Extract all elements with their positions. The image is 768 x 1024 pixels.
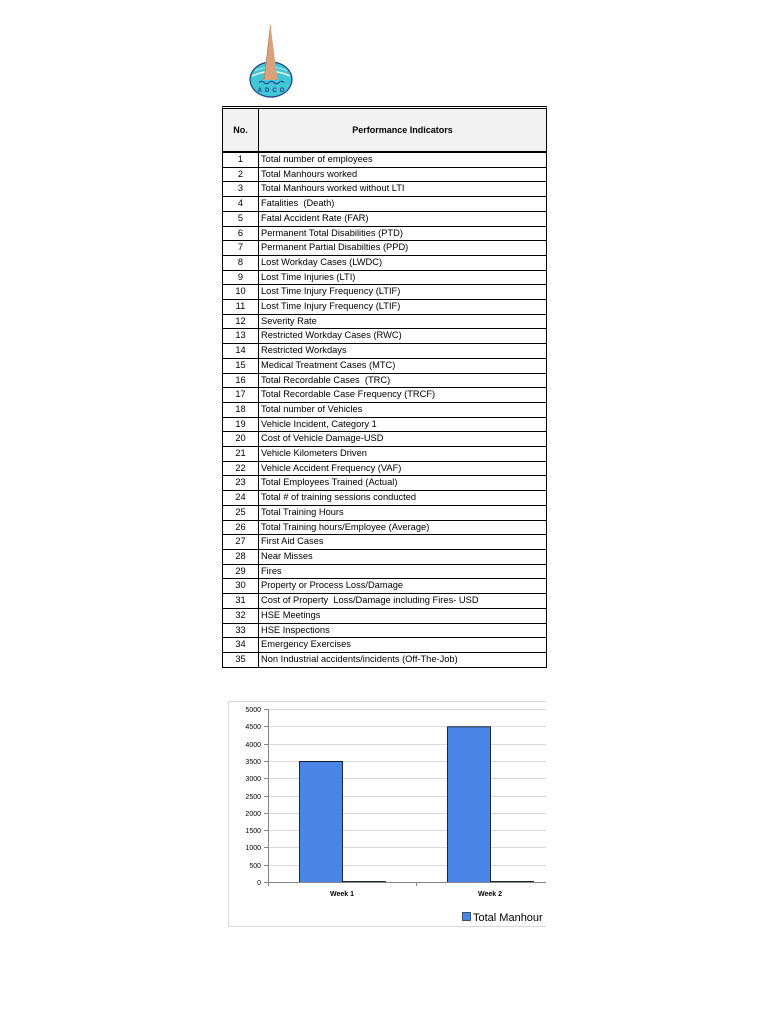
y-tick-label: 4000 [245,742,261,749]
bar-week-1-series-1 [300,761,343,882]
y-tick-label: 3000 [245,776,261,783]
y-tick-label: 500 [249,863,261,870]
row-number: 18 [223,403,259,417]
indicator-name: Restricted Workdays [261,345,347,356]
table-body [223,153,546,668]
column-header-indicator: Performance Indicators [352,125,453,135]
table-row [223,609,546,624]
table-row [223,271,546,286]
indicator-name: Cost of Vehicle Damage-USD [261,433,384,444]
indicator-name: Total Manhours worked [261,168,358,179]
row-number: 3 [223,182,259,196]
indicator-name: Vehicle Incident, Category 1 [261,418,377,429]
indicator-name: Restricted Workday Cases (RWC) [261,330,402,341]
column-header-no: No. [223,109,259,151]
indicator-name: Non Industrial accidents/incidents (Off-The-Job) [261,653,458,664]
row-number: 1 [223,153,259,167]
row-number: 31 [223,594,259,608]
row-number: 2 [223,168,259,182]
row-number: 19 [223,418,259,432]
row-number: 10 [223,285,259,299]
row-number: 29 [223,565,259,579]
row-number: 33 [223,624,259,638]
table-row [223,359,546,374]
indicator-name: Permanent Partial Disabilties (PPD) [261,242,409,253]
table-row [223,285,546,300]
table-row [223,550,546,565]
table-row [223,388,546,403]
table-row [223,403,546,418]
table-row [223,565,546,580]
row-number: 28 [223,550,259,564]
logo-spire [264,25,278,80]
row-number: 25 [223,506,259,520]
row-number: 26 [223,521,259,535]
table-row [223,227,546,242]
indicator-name: Total number of Vehicles [261,403,363,414]
indicator-name: HSE Meetings [261,609,321,620]
table-row [223,447,546,462]
indicator-name: Total Recordable Cases (TRC) [261,374,391,385]
row-number: 27 [223,535,259,549]
row-number: 21 [223,447,259,461]
table-row [223,300,546,315]
indicator-name: Vehicle Accident Frequency (VAF) [261,462,402,473]
table-row [223,624,546,639]
table-row [223,432,546,447]
indicator-name: Near Misses [261,550,313,561]
indicator-name: Fires [261,565,282,576]
row-number: 12 [223,315,259,329]
legend-label: Total Manhour [473,912,543,924]
row-number: 14 [223,344,259,358]
table-row [223,212,546,227]
row-number: 7 [223,241,259,255]
y-tick-label: 0 [257,880,261,887]
table-header-row [223,109,546,153]
y-tick-label: 4500 [245,724,261,731]
indicator-name: Fatalities (Death) [261,198,335,209]
indicator-name: Severity Rate [261,315,317,326]
x-category-label: Week 2 [478,891,502,898]
indicator-name: Medical Treatment Cases (MTC) [261,359,396,370]
y-tick-label: 5000 [245,707,261,714]
table-row [223,506,546,521]
row-number: 32 [223,609,259,623]
table-row [223,491,546,506]
performance-indicators-table [222,106,547,668]
indicator-name: Total Recordable Case Frequency (TRCF) [261,389,436,400]
indicator-name: Total Employees Trained (Actual) [261,477,398,488]
indicator-name: Lost Workday Cases (LWDC) [261,256,383,267]
legend-swatch [463,913,471,921]
indicator-name: Total Manhours worked without LTI [261,183,405,194]
row-number: 35 [223,653,259,667]
table-row [223,638,546,653]
table-row [223,535,546,550]
row-number: 30 [223,579,259,593]
table-row [223,182,546,197]
table-row [223,153,546,168]
table-row [223,315,546,330]
chart-canvas [228,701,546,927]
table-row [223,374,546,389]
table-row [223,476,546,491]
row-number: 24 [223,491,259,505]
indicator-name: Fatal Accident Rate (FAR) [261,212,369,223]
indicator-name: Cost of Property Loss/Damage including Fires- USD [261,595,479,606]
company-logo [247,22,295,100]
row-number: 9 [223,271,259,285]
table-row [223,418,546,433]
table-row [223,594,546,609]
row-number: 8 [223,256,259,270]
indicator-name: HSE Inspections [261,624,330,635]
manhours-chart [228,701,546,927]
table-row [223,462,546,477]
indicator-name: Total # of training sessions conducted [261,492,417,503]
y-tick-label: 2500 [245,794,261,801]
row-number: 17 [223,388,259,402]
row-number: 6 [223,227,259,241]
table-row [223,168,546,183]
x-category-label: Week 1 [330,891,354,898]
row-number: 4 [223,197,259,211]
indicator-name: First Aid Cases [261,536,324,547]
indicator-name: Lost Time Injury Frequency (LTIF) [261,301,401,312]
y-tick-label: 3500 [245,759,261,766]
table-row [223,197,546,212]
indicator-name: Total number of employees [261,154,373,164]
y-tick-label: 2000 [245,811,261,818]
indicator-name: Vehicle Kilometers Driven [261,448,367,459]
y-tick-label: 1500 [245,828,261,835]
indicator-name: Total Training Hours [261,506,344,517]
table-row [223,521,546,536]
row-number: 23 [223,476,259,490]
indicator-name: Permanent Total Disabilities (PTD) [261,227,403,238]
row-number: 22 [223,462,259,476]
table-row [223,653,546,668]
indicator-name: Lost Time Injuries (LTI) [261,271,356,282]
table-row [223,256,546,271]
table-row [223,329,546,344]
row-number: 5 [223,212,259,226]
table-row [223,344,546,359]
indicator-name: Emergency Exercises [261,639,351,650]
indicator-name: Lost Time Injury Frequency (LTIF) [261,286,401,297]
logo-wordmark: ADCO [257,88,288,94]
indicator-name: Property or Process Loss/Damage [261,580,404,591]
row-number: 16 [223,374,259,388]
bar-week-2-series-1 [448,727,491,883]
y-tick-label: 1000 [245,845,261,852]
table-row [223,579,546,594]
row-number: 13 [223,329,259,343]
row-number: 15 [223,359,259,373]
table-row [223,241,546,256]
row-number: 34 [223,638,259,652]
row-number: 11 [223,300,259,314]
row-number: 20 [223,432,259,446]
indicator-name: Total Training hours/Employee (Average) [261,521,430,532]
